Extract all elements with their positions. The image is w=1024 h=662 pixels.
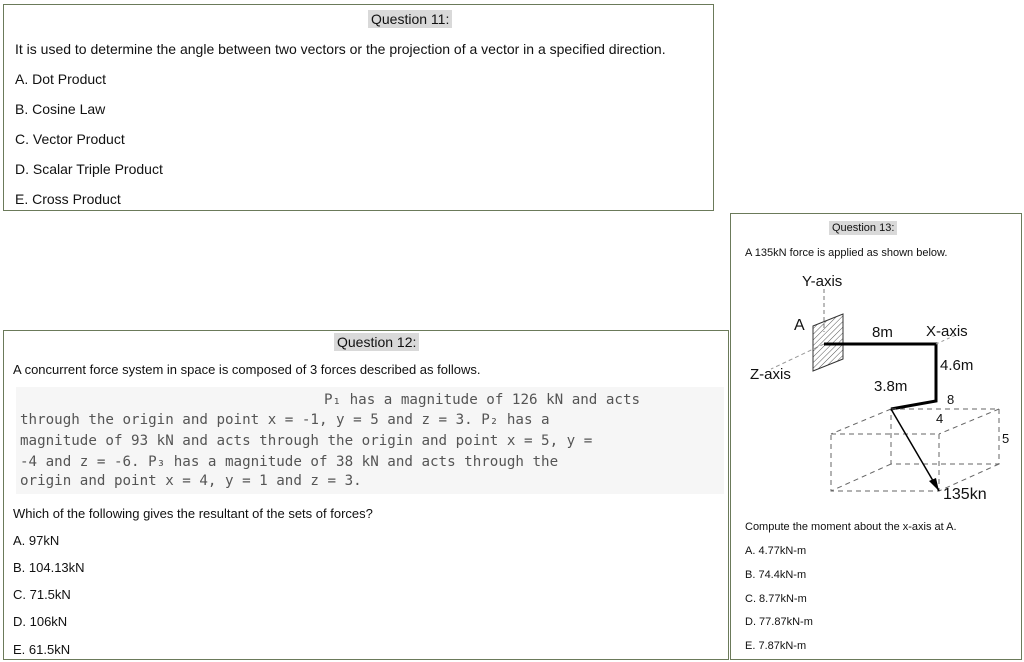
question-11-option-d[interactable]: D. Scalar Triple Product	[15, 161, 163, 177]
question-12-card	[3, 330, 729, 660]
question-12-intro: A concurrent force system in space is composed of 3 forces described as follows.	[13, 362, 481, 377]
problem-line-2: through the origin and point x = -1, y = 5 and z = 3. P₂ has a	[20, 412, 550, 428]
force-diagram	[731, 269, 1023, 509]
question-13-option-e[interactable]: E. 7.87kN-m	[745, 640, 807, 652]
dim-4-6m-label: 4.6m	[940, 357, 974, 374]
question-13-intro: A 135kN force is applied as shown below.	[745, 247, 948, 259]
box-dim-4-label: 4	[936, 411, 944, 426]
question-13-question: Compute the moment about the x-axis at A.	[745, 521, 957, 533]
question-11-option-e[interactable]: E. Cross Product	[15, 191, 121, 207]
z-axis-label: Z-axis	[750, 366, 791, 383]
question-12-option-c[interactable]: C. 71.5kN	[13, 587, 71, 602]
force-magnitude-label: 135kn	[943, 486, 987, 503]
question-12-option-b[interactable]: B. 104.13kN	[13, 560, 85, 575]
question-12-problem-image	[16, 387, 724, 494]
question-13-card	[730, 213, 1022, 660]
question-12-question: Which of the following gives the resultant of the sets of forces?	[13, 506, 373, 521]
question-12-title: Question 12:	[334, 333, 419, 351]
point-a-label: A	[794, 317, 805, 334]
force-arrow	[891, 409, 939, 491]
question-11-option-a[interactable]: A. Dot Product	[15, 71, 107, 87]
x-axis-label: X-axis	[926, 323, 968, 340]
question-13-option-c[interactable]: C. 8.77kN-m	[745, 593, 807, 605]
question-11-title: Question 11:	[368, 10, 452, 28]
box-dim-5-label: 5	[1002, 431, 1010, 446]
problem-line-5: origin and point x = 4, y = 1 and z = 3.	[20, 473, 362, 489]
question-11-card	[3, 4, 714, 211]
question-11-option-b[interactable]: B. Cosine Law	[15, 101, 106, 117]
question-12-option-e[interactable]: E. 61.5kN	[13, 642, 71, 657]
question-13-title: Question 13:	[829, 221, 897, 235]
box-dim-8-label: 8	[947, 392, 955, 407]
problem-line-3: magnitude of 93 kN and acts through the origin and point x = 5, y =	[20, 433, 593, 449]
y-axis-label: Y-axis	[802, 273, 843, 290]
question-12-option-a[interactable]: A. 97kN	[13, 533, 60, 548]
question-11-prompt: It is used to determine the angle between two vectors or the projection of a vector in a specified direction.	[15, 41, 666, 57]
dim-3-8m-label: 3.8m	[874, 378, 908, 395]
question-13-option-a[interactable]: A. 4.77kN-m	[745, 545, 807, 557]
question-11-option-c[interactable]: C. Vector Product	[15, 131, 125, 147]
dim-8m-label: 8m	[872, 324, 893, 341]
question-13-option-d[interactable]: D. 77.87kN-m	[745, 616, 813, 628]
problem-line-4: -4 and z = -6. P₃ has a magnitude of 38 kN and acts through the	[20, 454, 559, 470]
question-12-option-d[interactable]: D. 106kN	[13, 614, 68, 629]
question-13-option-b[interactable]: B. 74.4kN-m	[745, 569, 807, 581]
problem-line-1: P₁ has a magnitude of 126 kN and acts	[324, 392, 641, 408]
force-arrowhead	[929, 478, 939, 491]
